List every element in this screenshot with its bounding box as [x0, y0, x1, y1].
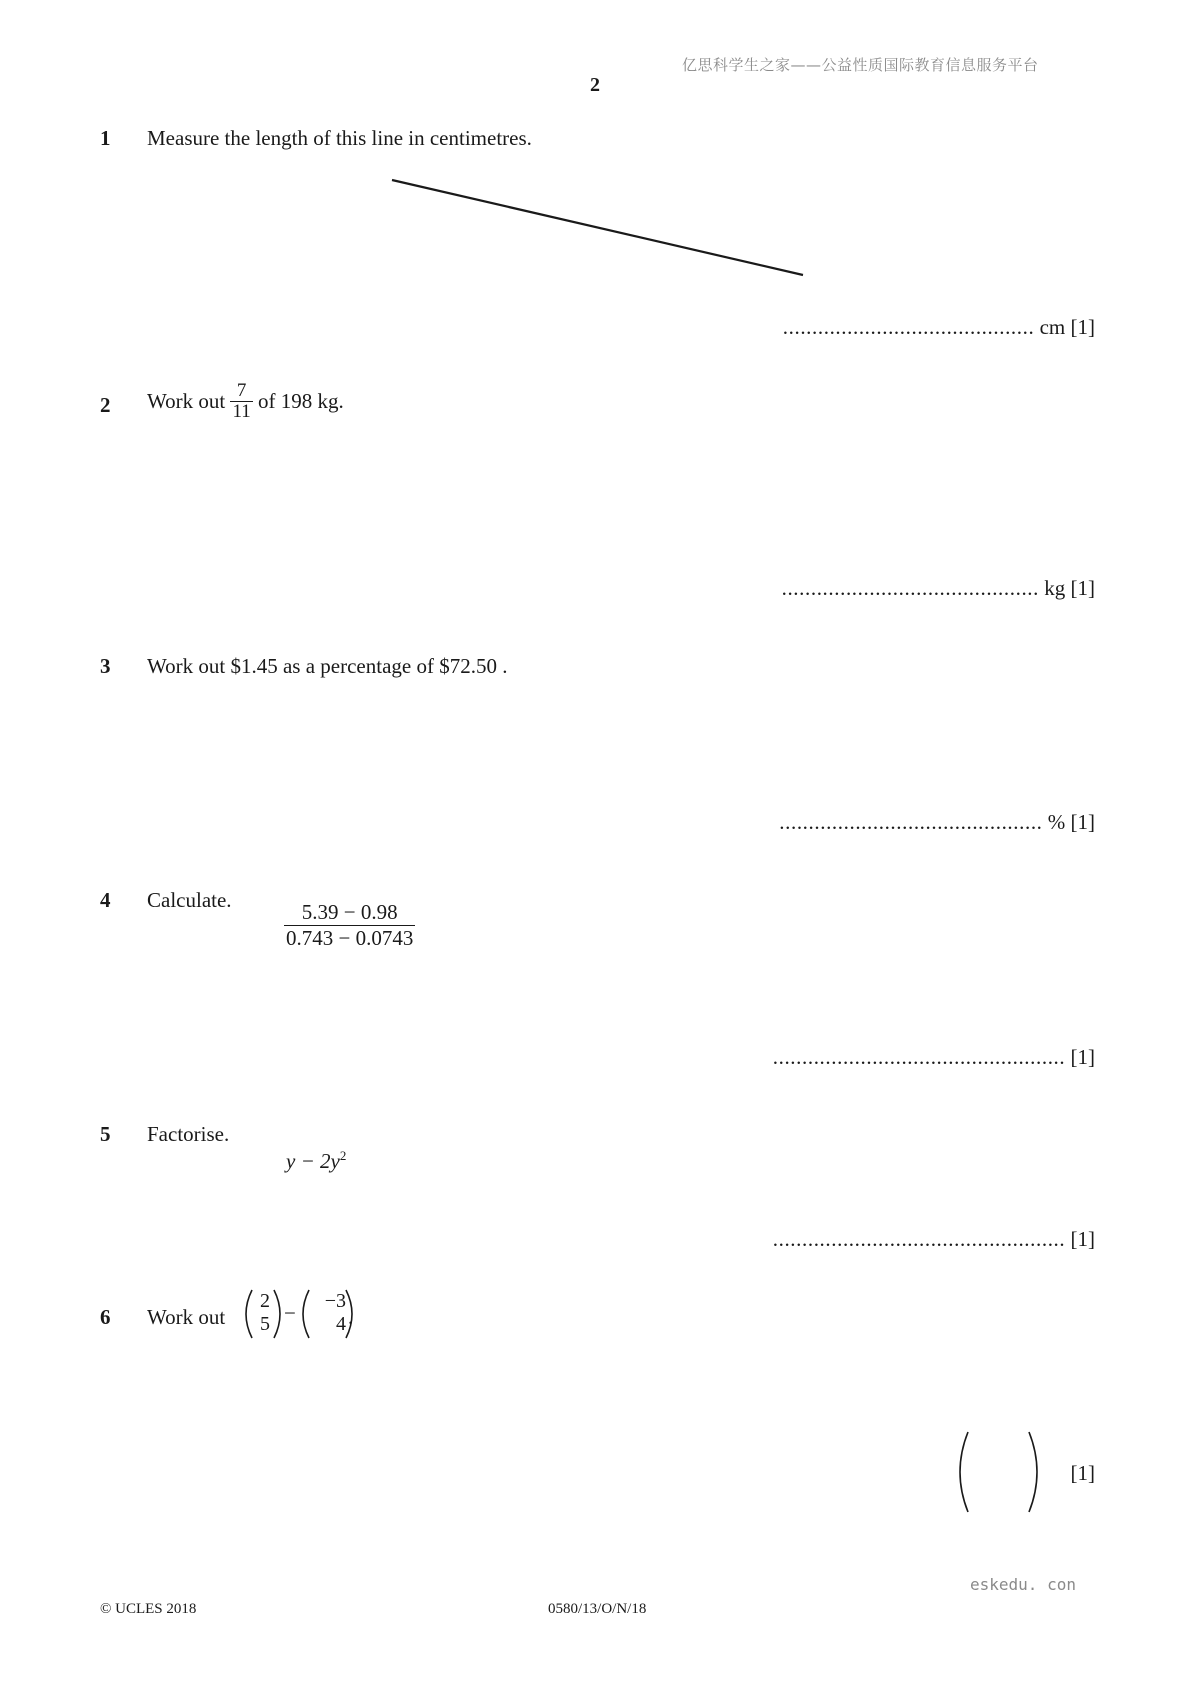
vector-a-bottom: 5 [260, 1313, 270, 1335]
vector-b-entries [310, 1290, 346, 1336]
vector-operator: − [284, 1301, 296, 1325]
answer-mark: % [1] [1047, 810, 1095, 834]
answer-dots: ............................................. [779, 810, 1043, 834]
vector-b-bottom: 4 [336, 1313, 346, 1335]
expression-power: 2 [339, 1148, 347, 1163]
answer-mark: [1] [1070, 1227, 1095, 1251]
vector-a-entries [255, 1290, 275, 1336]
question-6-answer-mark: [1] [1070, 1461, 1095, 1485]
fraction-denominator: 0.743 − 0.0743 [286, 926, 414, 950]
vector-b-top: −3 [324, 1290, 346, 1312]
question-6-end-punct: . [348, 1305, 354, 1329]
question-6-text: Work out [147, 1305, 226, 1329]
fraction-numerator: 5.39 − 0.98 [301, 900, 398, 924]
question-4-text: Calculate. [147, 888, 232, 912]
answer-dots: ........................................... [782, 315, 1035, 339]
answer-dots: .................................................. [772, 1227, 1066, 1251]
footer-paper-code: 0580/13/O/N/18 [548, 1601, 647, 1617]
answer-dots: ............................................ [781, 576, 1039, 600]
vector-a-left-bracket [246, 1290, 252, 1338]
answer-dots: .................................................. [772, 1045, 1066, 1069]
question-2-text-before: Work out [147, 389, 226, 413]
question-2-text-after: of 198 kg. [258, 389, 344, 413]
question-6-number: 6 [100, 1305, 111, 1329]
question-1-text: Measure the length of this line in centimetres. [147, 126, 532, 150]
page-number: 2 [590, 74, 600, 96]
header-watermark: 亿思科学生之家——公益性质国际教育信息服务平台 [682, 56, 1039, 74]
fraction-denominator: 11 [232, 401, 251, 422]
question-6-answer-vector-space[interactable] [978, 1442, 1022, 1504]
vector-a-top: 2 [260, 1290, 270, 1312]
question-5-number: 5 [100, 1122, 111, 1146]
question-2-number: 2 [100, 393, 111, 417]
question-4-number: 4 [100, 888, 111, 912]
expression-base: y − 2y [286, 1149, 340, 1173]
vector-b-left-bracket [303, 1290, 309, 1338]
answer-mark: kg [1] [1044, 576, 1095, 600]
answer-mark: cm [1] [1039, 315, 1095, 339]
footer-watermark: eskedu. con [970, 1575, 1076, 1594]
question-3-text: Work out $1.45 as a percentage of $72.50 . [147, 654, 508, 678]
question-3-number: 3 [100, 654, 111, 678]
fraction-numerator: 7 [236, 380, 247, 401]
question-5-text: Factorise. [147, 1122, 230, 1146]
answer-mark: [1] [1070, 1045, 1095, 1069]
footer-copyright: © UCLES 2018 [100, 1601, 197, 1617]
question-1-number: 1 [100, 126, 111, 150]
answer-left-bracket [960, 1432, 968, 1512]
answer-right-bracket [1029, 1432, 1037, 1512]
